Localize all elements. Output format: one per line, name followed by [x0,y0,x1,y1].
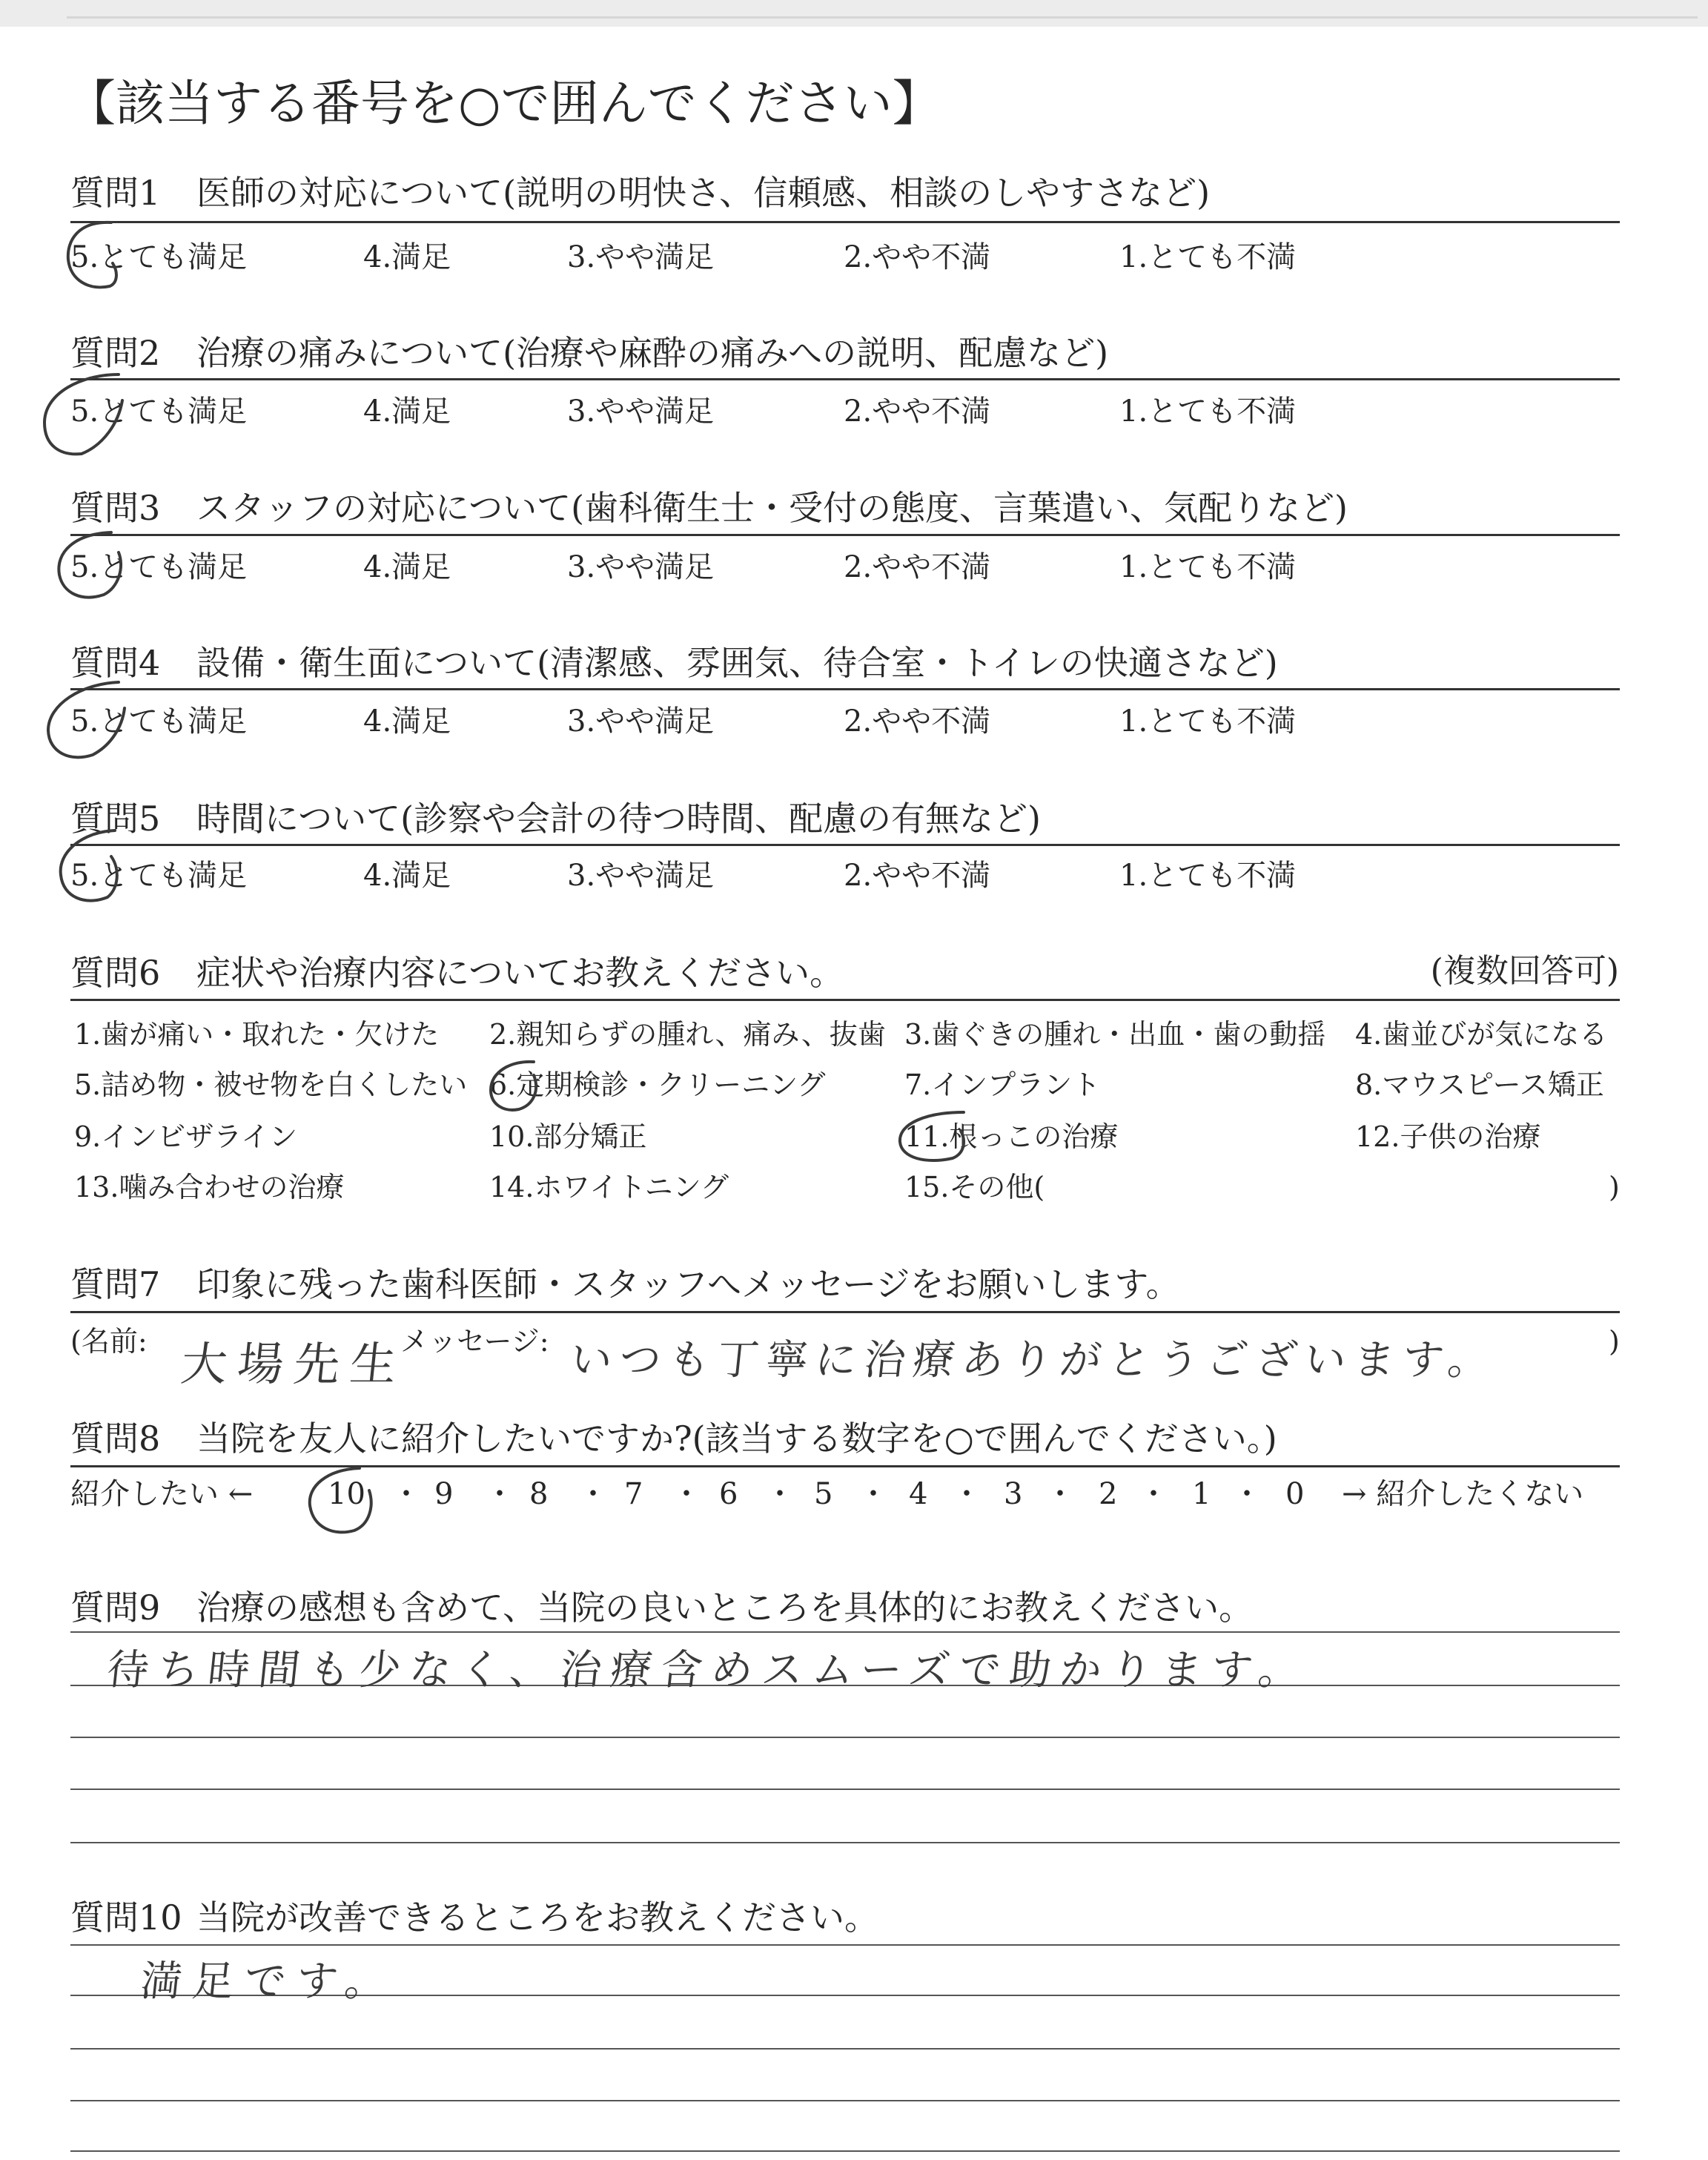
question-number: 質問2 [70,333,161,373]
question-1-rule [70,221,1620,223]
q8-separator: ・ [672,1477,701,1511]
q6-option-12[interactable]: 12.子供の治療 [1355,1120,1541,1153]
q8-separator: ・ [578,1477,608,1511]
q9-handwritten-answer: 待ち時間も少なく、治療含めスムーズで助かります。 [105,1646,1311,1694]
q6-option-8[interactable]: 8.マウスピース矯正 [1355,1069,1604,1101]
q8-score-1[interactable]: 1 [1192,1477,1211,1511]
question-3-title [70,486,1348,530]
question-4-rule [70,688,1620,690]
question-number: 質問7 [70,1264,161,1304]
writing-line [70,2150,1620,2152]
q2-option-1[interactable]: 1.とても不満 [1119,394,1297,429]
q8-separator: ・ [1232,1477,1262,1511]
question-8-title [70,1416,1277,1461]
writing-line [70,1737,1620,1738]
q5-option-3[interactable]: 3.やや満足 [567,859,715,893]
q7-handwritten-name: 大場先生 [178,1337,410,1391]
scan-top-line [67,16,1698,19]
q2-option-5[interactable]: 5.とても満足 [70,394,248,429]
writing-line [70,1944,1620,1946]
multiple-answers-note: (複数回答可) [1430,952,1619,990]
q2-option-2[interactable]: 2.やや不満 [844,394,991,429]
q8-separator: ・ [485,1477,514,1511]
q6-option-13[interactable]: 13.噛み合わせの治療 [74,1171,345,1203]
question-number: 質問9 [70,1588,161,1628]
q7-handwritten-message: いつも丁寧に治療ありがとうございます。 [568,1336,1500,1384]
question-number: 質問10 [70,1898,182,1938]
q6-option-6[interactable]: 6.定期検診・クリーニング [489,1069,826,1101]
q8-score-8[interactable]: 8 [529,1477,549,1511]
question-8-rule [70,1465,1620,1467]
q2-option-3[interactable]: 3.やや満足 [567,394,715,429]
question-7-rule [70,1311,1620,1313]
q4-option-3[interactable]: 3.やや満足 [567,704,715,739]
q8-separator: ・ [1139,1477,1168,1511]
q6-option-4[interactable]: 4.歯並びが気になる [1355,1018,1608,1051]
q5-option-1[interactable]: 1.とても不満 [1119,859,1297,893]
q8-score-6[interactable]: 6 [719,1477,738,1511]
question-6-rule [70,999,1620,1001]
q3-option-3[interactable]: 3.やや満足 [567,550,715,584]
q6-option-15[interactable]: 15.その他( [904,1171,1045,1203]
question-text: 設備・衛生面について(清潔感、雰囲気、待合室・トイレの快適さなど) [196,643,1278,683]
question-text: 治療の痛みについて(治療や麻酔の痛みへの説明、配慮など) [196,333,1109,373]
q8-right-label: → 紹介したくない [1342,1477,1584,1511]
question-5-title [70,796,1041,841]
question-text: 治療の感想も含めて、当院の良いところを具体的にお教えください。 [196,1588,1254,1628]
q7-close-paren: ) [1609,1325,1620,1358]
q7-name-label: (名前: [70,1325,148,1358]
question-number: 質問8 [70,1418,161,1459]
q8-score-4[interactable]: 4 [909,1477,928,1511]
scan-top-edge [0,0,1708,27]
writing-line [70,2048,1620,2050]
question-7-title [70,1262,1180,1307]
q8-score-9[interactable]: 9 [434,1477,454,1511]
q6-option-7[interactable]: 7.インプラント [904,1069,1101,1101]
q5-option-2[interactable]: 2.やや不満 [844,859,991,893]
q4-option-1[interactable]: 1.とても不満 [1119,704,1297,739]
q6-option-9[interactable]: 9.インビザライン [74,1120,298,1153]
q6-option-2[interactable]: 2.親知らずの腫れ、痛み、抜歯 [489,1018,886,1051]
q1-option-5[interactable]: 5.とても満足 [70,240,248,274]
q3-option-5[interactable]: 5.とても満足 [70,550,248,584]
q1-option-4[interactable]: 4.満足 [363,240,451,274]
q8-score-10[interactable]: 10 [328,1477,365,1511]
writing-line [70,1842,1620,1843]
question-number: 質問3 [70,488,161,528]
form-heading: 【該当する番号を○で囲んでください】 [67,75,941,132]
q4-option-4[interactable]: 4.満足 [363,704,451,739]
q6-option-3[interactable]: 3.歯ぐきの腫れ・出血・歯の動揺 [904,1018,1326,1051]
question-number: 質問4 [70,643,161,683]
question-text: スタッフの対応について(歯科衛生士・受付の態度、言葉遣い、気配りなど) [196,488,1348,528]
q6-option-10[interactable]: 10.部分矯正 [489,1120,647,1153]
q8-separator: ・ [391,1477,421,1511]
q6-other-close-paren: ) [1609,1171,1620,1203]
question-number: 質問6 [70,953,161,993]
q8-separator: ・ [858,1477,888,1511]
question-4-title [70,641,1278,685]
q10-handwritten-answer: 満足です。 [138,1958,400,2006]
question-3-rule [70,534,1620,536]
q2-option-4[interactable]: 4.満足 [363,394,451,429]
q8-score-0[interactable]: 0 [1285,1477,1305,1511]
question-text: 印象に残った歯科医師・スタッフへメッセージをお願いします。 [196,1264,1180,1304]
question-5-rule [70,844,1620,846]
question-6-title [70,951,844,995]
q8-score-7[interactable]: 7 [624,1477,643,1511]
q8-score-5[interactable]: 5 [814,1477,833,1511]
question-9-title [70,1585,1253,1630]
q5-option-5[interactable]: 5.とても満足 [70,859,248,893]
q8-left-label: 紹介したい ← [70,1477,254,1511]
q5-option-4[interactable]: 4.満足 [363,859,451,893]
q8-score-2[interactable]: 2 [1099,1477,1118,1511]
q3-option-4[interactable]: 4.満足 [363,550,451,584]
q8-separator: ・ [1045,1477,1075,1511]
question-number: 質問1 [70,173,161,213]
q3-option-2[interactable]: 2.やや不満 [844,550,991,584]
writing-line [70,2100,1620,2101]
q8-separator: ・ [765,1477,795,1511]
question-10-title [70,1895,878,1940]
q6-option-14[interactable]: 14.ホワイトニング [489,1171,729,1203]
q8-separator: ・ [952,1477,982,1511]
q4-option-2[interactable]: 2.やや不満 [844,704,991,739]
q6-option-5[interactable]: 5.詰め物・被せ物を白くしたい [74,1069,468,1101]
question-text: 時間について(診察や会計の待つ時間、配慮の有無など) [196,799,1041,839]
q1-option-1[interactable]: 1.とても不満 [1119,240,1297,274]
question-text: 医師の対応について(説明の明快さ、信頼感、相談のしやすさなど) [196,173,1211,213]
q1-option-3[interactable]: 3.やや満足 [567,240,715,274]
question-2-rule [70,378,1620,380]
q1-option-2[interactable]: 2.やや不満 [844,240,991,274]
question-text: 当院を友人に紹介したいですか?(該当する数字を○で囲んでください。) [196,1418,1277,1459]
q6-option-11[interactable]: 11.根っこの治療 [904,1120,1119,1153]
q8-score-3[interactable]: 3 [1004,1477,1023,1511]
q3-option-1[interactable]: 1.とても不満 [1119,550,1297,584]
writing-line [70,1789,1620,1790]
question-text: 当院が改善できるところをお教えください。 [196,1898,878,1938]
q7-message-label: メッセージ: [400,1325,549,1358]
q4-option-5[interactable]: 5.とても満足 [70,704,248,739]
writing-line [70,1631,1620,1633]
question-number: 質問5 [70,799,161,839]
question-1-title [70,171,1210,215]
question-2-title [70,331,1108,375]
question-text: 症状や治療内容についてお教えください。 [196,953,844,993]
q6-option-1[interactable]: 1.歯が痛い・取れた・欠けた [74,1018,440,1051]
